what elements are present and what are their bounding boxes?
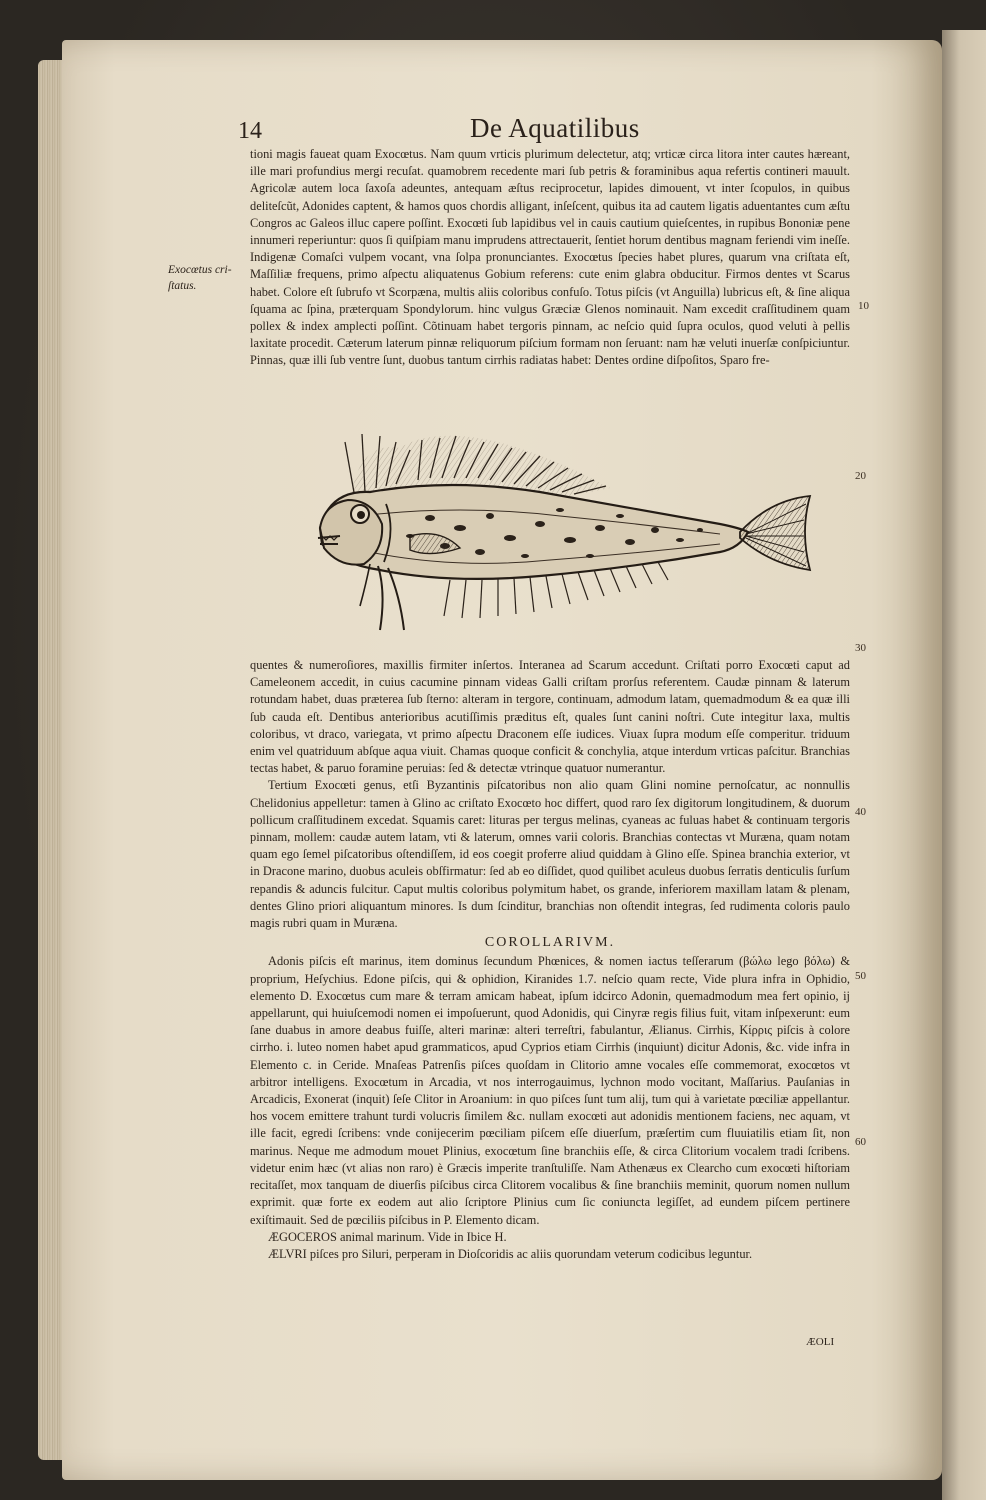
- paragraph: quentes & numeroſiores, maxillis firmiter inſertos. Interanea ad Scarum accedunt. Criſtati porro Exocœti caput ad Cameleonem accedit, in cuius cacumine pinnam videas Galli criſtam prorſus referentem. Caudæ pinnam & laterum rotundam habet, duas præterea ſub ſterno: alteram in tergore, continuam, admodum latam, quemadmodum & ea quæ illi ſub cauda eſt. Dentibus anterioribus acutiſſimis præditus eſt, quales ſunt canini noſtri. Cute integitur laxa, multis coloribus, vt draco, variegata, vt primo aſpectu Draconem eſſe iudices. Viuax ſupra modum eſſe comperitur. triduum enim vel quatriduum abſque aqua viuit. Chamas quoque conficit & conchylia, atque interdum vrticas paſcitur. Branchias tectas habet, & paruo foramine peruias: ſed & detectæ vtrinque quatuor numerantur.: [250, 658, 850, 776]
- catchword: ÆOLI: [806, 1336, 835, 1348]
- folio-number: 14: [238, 118, 262, 144]
- paragraph: tioni magis faueat quam Exocœtus. Nam quum vrticis plurimum delectetur, atq; vrticæ circa litora inter cautes hæreant, ille mari profundius mergi recuſat. quamobrem recedente mari ſub petris & foraminibus aqua refertis contineri mauult. Agricolæ autem loca ſaxoſa adeuntes, antequam æſtus reciprocetur, lapides dimouent, vt inter ſcopulos, in quibus deliteſcũt, Adonides captent, & hamos quos chordis alligant, inſeſcent, quibus ita ad cautem ligatis aduentantes cum æſtu Congros ac Galeos illuc capere poſſint. Exocœti ſub lapidibus vel in cauis cautium quieſcentes, in rupibus Bononiæ pene innumeri reperiuntur: quos ſi quiſpiam manu imprudens attrectauerit, ſentiet horum dentibus magnam feriendi vim ineſſe. Indigenæ Comaſci vulpem vocant, vna ſolpa pronunciantes. Exocœtus ſpecies habet plures, quarum vna criſtata eſt, Maſſiliæ frequens, primo aſpectu aliquatenus Gobium referens: cute enim glabra obducitur. Firmos dentes vt Scarus habet. Colore eſt ſubrufo vt Scorpæna, multis aliis coloribus confuſo. Totus piſcis (vt Anguilla) lubricus eſt, & ſine aliqua ſquama ac ſpina, præterquam Spondylorum. hinc vulgus Græciæ Glenos nominauit. Nam excedit craſſitudinem quam pollex & index amplecti poſſint. Cõtinuam habet tergoris pinnam, ac neſcio quid ſupra oculos, quod veluti à pellis laxitate procedit. Cæterum laterum pinnæ reliquorum piſcium formam non ſeruant: nam hæ veluti inuerſæ conſpiciuntur. Pinnas, quæ illi ſub ventre ſunt, duobus tantum cirrhis radiatas habet: Dentes ordine diſpoſitos, Sparo fre-: [250, 147, 850, 368]
- marginal-note: Exocœtus cri- ſtatus.: [168, 264, 232, 292]
- line-number: 20: [855, 470, 866, 482]
- line-number: 10: [858, 300, 869, 312]
- section-heading: COROLLARIVM.: [484, 935, 616, 951]
- paragraph: Adonis piſcis eſt marinus, item dominus ſecundum Phœnices, & nomen iactus teſſerarum (βώλω lego βόλω) & proprium, Heſychius. Edone piſcis, qui & ophidion, Kiranides 1.7. neſcio quam recte, Vide plura infra in Ophidio, elemento D. Exocœtus cum mare & terram amicam habeat, ipſum idcirco Adonin, quemadmodum mea fert opinio, ij appellarunt, qui huiuſcemodi nomen ei impoſuerunt, quod Adonidis, qui Cinyræ regis filius fuit, vitam inſpexerunt: eum ſane duabus in amore deabus fuiſſe, alteri marinæ: alteri terreſtri, fabulantur, Ælianus. Cirrhis, Κίρρις piſcis à colore cirrho. i. luteo nomen habet apud grammaticos, apud Cyprios etiam Cirrhis (inquiunt) dicitur Adonis, &c. vide infra in Elemento c. in Ceride. Mnaſeas Patrenſis piſces quoſdam in Clitorio amne vocales eſſe commemorat, exocœtos vt arbitror intelligens. Exocœtum in Arcadia, vt nos interrogauimus, lychnon modo vocitant, Maſſarius. Pauſanias in Arcadicis, Exonerat (inquit) ſeſe Clitor in Aroanium: in quo piſces ſunt tum alij, tum qui à varietate pœciliæ appellantur. hos vocem emittere trahunt turdi volucris ſimilem &c. nullam exocœti aut adonidis mentionem faciens, nec aquam, vt ille facit, egredi ſcribens: vnde conijecerim pœciliam piſcem eſſe diuerſum, præſertim cum fluuiatilis etiam ſit, non marinus. Neque me admodum mouet Plinius, exocœtum ſine branchiis eſſe, & circa Clitorium vocalem tradi ſcribens. videtur enim hæc (vt alias non raro) è Græcis imperite tranſtuliſſe. Nam Athenæus ex Clearcho cum exocœti hiſtoriam recitaſſet, mox tanquam de diuerſis piſcibus circa Clitorem vocalibus & ſine branchiis meminit, quorum nomen nullum exprimit. quæ forte ex eodem aut alio ſcriptore Plinius cum ſic coniuncta legiſſet, ad eundem piſcem pertinere exiſtimauit. Sed de pœciliis piſcibus in P. Elemento dicam.: [250, 954, 850, 1227]
- paragraph: Tertium Exocœti genus, etſi Byzantinis piſcatoribus non alio quam Glini nomine pernoſcatur, ac nonnullis Chelidonius appelletur: tamen à Glino ac criſtato Exocœto hoc differt, quod raro ſex digitorum longitudinem, & duorum pollicum craſſitudinem excedat. Squamis caret: lituras per tergus melinas, cyaneas ac fuluas habet & continuam tergoris pinnam, mollem: caudæ autem latam, vti & laterum, omnes varii coloris. Branchias contectas vt Muræna, quam notam quam ego ſemel piſcatoribus oſtendiſſem, id eos coegit proferre aliud quiddam à Glino eſſe. Spinea branchia exterior, vt in Dracone marino, duobus aculeis obſfirmatur: ſed ab eo diſſidet, quod quilibet aculeus duobus ſerratis denticulis ſurſum repandis & aduncis fulcitur. Caput multis coloribus polymitum habet, os grande, inferiorem maxillam latam & plenam, dentes Glino priori aliquantum minores. Is dum ſcinditur, branchias non oſtendit integras, ſed rudimenta coloris paulo magis rubri quam in Muræna.: [250, 778, 850, 931]
- running-title: De Aquatilibus: [470, 113, 640, 143]
- line-number: 40: [855, 806, 866, 818]
- line-number: 50: [855, 970, 866, 982]
- body-text-bottom: [250, 657, 850, 1263]
- body-text-top: [250, 146, 850, 370]
- paragraph: ÆGOCEROS animal marinum. Vide in Ibice H.: [268, 1229, 507, 1244]
- facing-page-edge: [942, 30, 986, 1500]
- line-number: 60: [855, 1136, 866, 1148]
- fish-woodcut-illustration: [300, 420, 820, 645]
- paragraph: ÆLVRI piſces pro Siluri, perperam in Dioſcoridis ac aliis quorundam veterum codicibus leguntur.: [268, 1246, 753, 1261]
- line-number: 30: [855, 642, 866, 654]
